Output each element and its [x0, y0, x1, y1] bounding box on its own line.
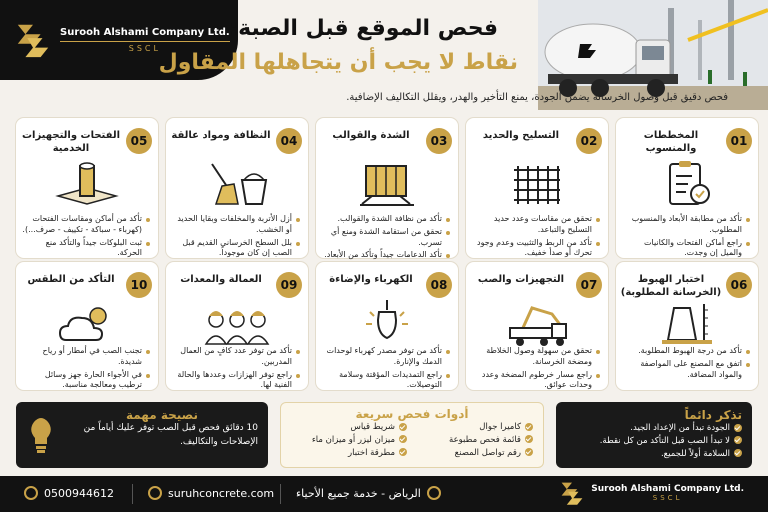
bullet: تحقق من مقاسات وعدد حديد التسليح والتباعد.: [470, 214, 600, 236]
weather-icon: [52, 300, 122, 348]
card-number: 05: [126, 128, 152, 154]
phone-contact[interactable]: [24, 486, 114, 500]
card-number: 01: [726, 128, 752, 154]
tool-item: قائمة فحص مطبوعة: [417, 434, 533, 447]
card-title: اختبار الهبوط (الخرسانة المطلوبة): [620, 274, 722, 298]
bullet: تحقق من استقامة الشدة ومنع أي تسرب.: [320, 227, 450, 249]
location-info: [296, 486, 441, 500]
pipe-sleeve-icon: [52, 160, 122, 208]
card-title: التجهيزات والصب: [477, 274, 565, 285]
bullet: تأكد من الربط والتثبيت وعدم وجود تحرك أو صدأ خفيف.: [470, 238, 600, 260]
bullet: راجع أماكن الفتحات والكانيات والميل إن وجدت.: [620, 238, 750, 260]
rebar-grid-icon: [502, 160, 572, 208]
card-title: التسليح والحديد: [482, 130, 560, 141]
bullet: تأكد من توفر عدد كافٍ من العمال المدربين.: [170, 346, 300, 368]
company-logo-icon: [559, 480, 585, 506]
bullet: بلل السطح الخرساني القديم قبل الصب إن كان موجوداً.: [170, 238, 300, 260]
card-number: 02: [576, 128, 602, 154]
formwork-icon: [352, 160, 422, 208]
remember-item: لا تبدأ الصب قبل التأكد من كل نقطة.: [566, 435, 742, 448]
bullet: ثبت البلوكات جيداً والتأكد منع الحركة.: [20, 238, 150, 260]
check-icon: [734, 436, 742, 444]
check-icon: [525, 448, 533, 456]
bullet: اتفق مع المصنع على المواصفة والمواد المضافة.: [620, 359, 750, 381]
light-bulb-icon: [352, 300, 422, 348]
bullet: تأكد من توفر مصدر كهرباء لوحدات الدمك والإنارة.: [320, 346, 450, 368]
bullet: تجنب الصب في أمطار أو رياح شديدة.: [20, 346, 150, 368]
remember-item: الجودة تبدأ من الإعداد الجيد.: [566, 422, 742, 435]
company-logo-icon: [14, 21, 52, 59]
check-icon: [399, 448, 407, 456]
card-number: 04: [276, 128, 302, 154]
tools-title: أدوات فحص سريعة: [355, 407, 469, 421]
divider: [132, 484, 133, 504]
bullet: راجع توفر الهزازات وعددها والحالة الفنية لها.: [170, 370, 300, 392]
footer-company-name: Surooh Alshami Company Ltd.: [591, 484, 744, 494]
workers-icon: [202, 300, 272, 348]
title-line1: فحص الموقع قبل الصبة:: [229, 16, 498, 41]
globe-icon: [148, 486, 162, 500]
bullet: تأكد من نظافة الشدة والقوالب.: [320, 214, 450, 225]
footer-logo: [559, 480, 744, 506]
clipboard-icon: [652, 160, 722, 208]
card-title: العمالة والمعدات: [180, 274, 262, 285]
tool-item: ميزان ليزر أو ميزان ماء: [291, 434, 407, 447]
card-08: [316, 262, 458, 390]
card-title: التأكد من الطقس: [27, 274, 115, 285]
slump-cone-icon: [652, 300, 722, 348]
website-text: suruhconcrete.com: [168, 486, 275, 500]
card-number: 09: [276, 272, 302, 298]
tip-title: نصيحة مهمة: [125, 408, 198, 422]
website-link[interactable]: [148, 486, 274, 500]
footer-company-abbr: SSCL: [652, 494, 683, 502]
tool-item: رقم تواصل المصنع: [417, 447, 533, 460]
check-icon: [525, 423, 533, 431]
tip-panel: [16, 402, 268, 468]
tip-text: 10 دقائق فحص قبل الصب توفر عليك أياماً من الإصلاحات والتكاليف.: [83, 423, 258, 447]
check-icon: [399, 435, 407, 443]
title-line2: نقاط لا يجب أن يتجاهلها المقاول: [158, 50, 518, 75]
card-10: [16, 262, 158, 390]
check-icon: [525, 435, 533, 443]
footer: [0, 476, 768, 512]
card-title: الفتحات والتجهيزات الخدمية: [21, 130, 121, 154]
card-03: [316, 118, 458, 258]
bullet: في الأجواء الحارة جهز وسائل ترطيب ومعالجة مناسبة.: [20, 370, 150, 392]
tool-item: شريط قياس: [291, 421, 407, 434]
remember-title: تذكر دائماً: [684, 408, 742, 422]
card-title: الشدة والقوالب: [332, 130, 410, 141]
card-title: النظافة ومواد عالقة: [171, 130, 271, 141]
bullet: أزل الأتربة والمخلفات وبقايا الحديد أو الخشب.: [170, 214, 300, 236]
check-icon: [399, 423, 407, 431]
remember-panel: [556, 402, 752, 468]
card-title: الكهرباء والإضاءة: [329, 274, 413, 285]
bullet: تأكد من مطابقة الأبعاد والمنسوب المطلوب.: [620, 214, 750, 236]
card-number: 03: [426, 128, 452, 154]
card-07: [466, 262, 608, 390]
card-number: 06: [726, 272, 752, 298]
card-09: [166, 262, 308, 390]
checklist-grid: [10, 112, 758, 394]
card-01: [616, 118, 758, 258]
location-text: الرياض - خدمة جميع الأحياء: [296, 486, 421, 500]
divider: [280, 484, 281, 504]
tool-item: مطرقة اختبار: [291, 447, 407, 460]
header: [0, 0, 768, 110]
check-icon: [734, 449, 742, 457]
phone-number: 0500944612: [44, 486, 114, 500]
bullet: راجع التمديدات المؤقتة وسلامة التوصيلات.: [320, 370, 450, 392]
company-abbr: SSCL: [60, 41, 230, 53]
tool-item: كاميرا جوال: [417, 421, 533, 434]
card-02: [466, 118, 608, 258]
card-04: [166, 118, 308, 258]
card-06: [616, 262, 758, 390]
card-number: 07: [576, 272, 602, 298]
bullet: تأكد الدعامات جيداً وتأكد من الأبعاد.: [320, 250, 450, 261]
check-icon: [734, 424, 742, 432]
company-name: Surooh Alshami Company Ltd.: [60, 27, 230, 38]
remember-item: السلامة أولاً للجميع.: [566, 448, 742, 461]
bullet: تأكد من أماكن ومقاسات الفتحات (كهرباء - سباكة - تكييف - صرف...).: [20, 214, 150, 236]
phone-icon: [24, 486, 38, 500]
card-number: 08: [426, 272, 452, 298]
location-pin-icon: [427, 486, 441, 500]
bullet: راجع مسار خرطوم المضخة وعدد وحدات عوائق.: [470, 370, 600, 392]
card-number: 10: [126, 272, 152, 298]
bullet: تحقق من سهولة وصول الخلاطة ومضخة الخرسانة.: [470, 346, 600, 368]
card-05: [16, 118, 158, 258]
lightbulb-idea-icon: [26, 416, 56, 454]
tools-panel: [280, 402, 544, 468]
broom-bucket-icon: [202, 160, 272, 208]
pump-truck-icon: [502, 300, 572, 348]
card-title: المخططات والمنسوب: [643, 130, 699, 154]
intro-text: فحص دقيق قبل وصول الخرسانة يضمن الجودة، يمنع التأخير والهدر، ويقلل التكاليف الإضافية.: [346, 92, 728, 103]
bullet: تأكد من درجة الهبوط المطلوبة.: [620, 346, 750, 357]
